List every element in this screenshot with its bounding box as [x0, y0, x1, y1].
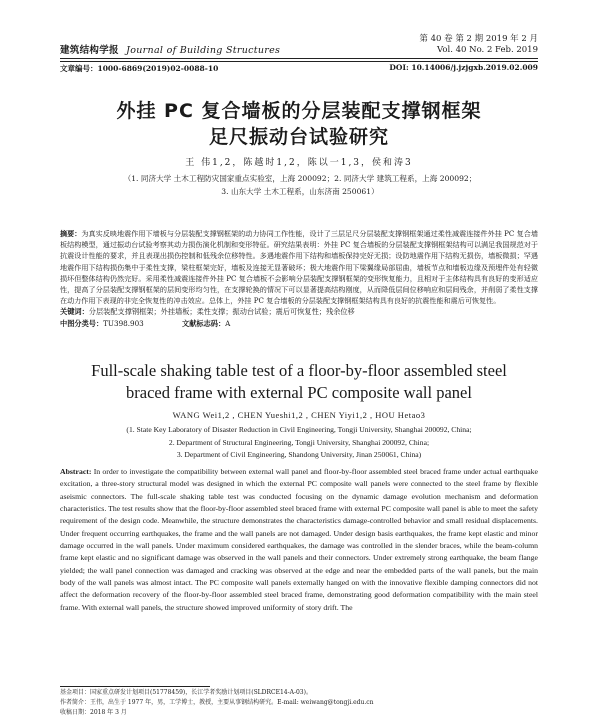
journal-name-cn: 建筑结构学报	[60, 45, 119, 56]
english-affiliation-line-3: 3. Department of Civil Engineering, Shandong University, Jinan 250061, China)	[176, 450, 422, 460]
english-title-line-2: braced frame with external PC composite wall panel	[126, 383, 472, 402]
issue-info-cn: 第 40 卷 第 2 期 2019 年 2 月	[419, 34, 538, 44]
chinese-title-line-2: 足尺振动台试验研究	[208, 126, 389, 148]
chinese-title-line-1: 外挂 PC 复合墙板的分层装配支撑钢框架	[116, 100, 482, 122]
english-abstract-text: In order to investigate the compatibility between external wall panel and floor-by-floor assembled steel braced frame under actual earthquake excitation, a three-story structural model was designed in which the external PC composite wall panels were connected to the steel frame by flexible aseismic connectors. The full-scale shaking table test was conducted focusing on the dynamic damage evolution mechanism and deformation characteristics. The test results show that the floor-by-floor assembled steel braced frame with external PC composite wall panel is able to meet the safety requirement of the design code. Meanwhile, the structure demonstrates the characteristics damage-controlled behavior and small residual displacements. Under frequent occurring earthquakes, the frame and the wall panels are not damaged. Under design basis earthquakes, the frame kept elastic and minor damage occurred in the wall panels. Under maximum considered earthquakes, the damage was controlled in the slender braces, while the beam-column frame kept elastic and no significant damage was observed in the wall panels and their connectors. Under extremely strong earthquake, the beam flange yielded; the wall panel connection was damaged and cracking was observed at the edge and near the embedded parts of the wall panels, but the main body of the wall panels was almost intact. The PC composite wall panels externally hanged on with the innovative flexible damping connectors did not affect the deformation recovery of the floor-by-floor assembled steel braced frame, demonstrating good deformation compatibility with the main steel frame. With external wall panels, the structure showed improved uniformity of story drift. The	[60, 467, 538, 612]
doi: DOI: 10.14006/j.jzjgxb.2019.02.009	[389, 63, 538, 72]
header-rule-thick	[60, 58, 538, 59]
english-affiliations	[60, 424, 538, 462]
chinese-abstract-label: 摘要：	[60, 229, 82, 238]
chinese-abstract	[60, 228, 538, 306]
clc-label: 中图分类号：	[60, 318, 104, 328]
running-header	[60, 34, 538, 73]
english-title-line-1: Full-scale shaking table test of a floor-by-floor assembled steel	[91, 361, 507, 380]
chinese-classification	[60, 318, 538, 329]
english-authors: WANG Wei1,2 , CHEN Yueshi1,2 , CHEN Yiyi1,2 , HOU Hetao3	[172, 410, 426, 420]
english-affiliation-line-1: (1. State Key Laboratory of Disaster Reduction in Civil Engineering, Tongji University, Shanghai 200092, China;	[126, 425, 472, 434]
chinese-affiliation-line-2: 3. 山东大学 土木工程系，山东济南 250061）	[221, 187, 379, 196]
clc-value: TU398.903	[103, 318, 144, 328]
chinese-abstract-text: 为真实反映地震作用下墙板与分层装配支撑钢框架的动力协同工作性能，设计了三层足尺分层装配支撑钢框架通过柔性减震连接件外挂 PC 复合墙板结构模型，通过振动台试验考察其动力损伤演化机制和变形特征。研究结果表明：外挂 PC 复合墙板的分层装配支撑钢框架结构可以满足我国规范对于抗震设计性能的要求，并且表现出损伤控制和低残余位移特性。多遇地震作用下结构和墙板保持完好无损；设防地震作用下结构无损伤，墙板微损；罕遇地震作用下结构损伤集中于柔性支撑，梁柱框架完好，墙板及连接无显著破坏；极大地震作用下梁翼缘局部屈曲，墙板节点和墙板边缘及预埋件处有轻微损坏但整体结构仍然完好。采用柔性减震连接件外挂 PC 复合墙板不会影响分层装配支撑钢框架的变形恢复能力，且相对于主体结构具有良好的变形适应性，提高了分层装配支撑钢框架的层间变形均匀性，在支撑轮换的情况下可以显著提高结构刚度，从而降低层间位移响应和层间残余，并削弱了柔性支撑在动力作用下表现的非完全恢复性的冲击效应。总体上，外挂 PC 复合墙板的分层装配支撑钢框架结构具有良好的抗震性能和震后可恢复性。	[60, 229, 538, 306]
footnote-funding: 基金项目：国家重点研发计划项目(51778459)，长江学者奖励计划项目(SLDRCE14-A-03)。	[60, 689, 312, 696]
article-meta	[60, 63, 538, 74]
header-rule-thin	[60, 61, 538, 62]
footnote-received-date: 收稿日期：2018 年 3 月	[60, 709, 127, 716]
english-affiliation-line-2: 2. Department of Structural Engineering, Tongji University, Shanghai 200092, China;	[168, 437, 430, 447]
english-abstract-label: Abstract:	[60, 467, 92, 476]
doc-code-value: A	[225, 318, 231, 328]
journal-name	[60, 42, 280, 56]
issue-info	[419, 34, 538, 56]
chinese-abstract-block	[60, 228, 538, 329]
footnote-author-bio: 作者简介：王伟，出生于 1977 年，男，工学博士，教授，主要从事钢结构研究。E-mail: weiwang@tongji.edu.cn	[60, 699, 374, 706]
issue-info-en: Vol. 40 No. 2 Feb. 2019	[437, 45, 538, 55]
footnote-rule	[60, 686, 210, 687]
footnote	[60, 688, 538, 718]
chinese-keywords-text: 分层装配支撑钢框架；外挂墙板；柔性支撑；振动台试验；震后可恢复性；残余位移	[88, 307, 355, 317]
doc-code-label: 文献标志码：	[182, 318, 226, 328]
english-abstract	[60, 466, 538, 614]
chinese-authors: 王 伟1,2，陈越时1,2，陈以一1,3，侯和涛3	[185, 158, 413, 168]
journal-name-en: Journal of Building Structures	[126, 45, 281, 56]
article-number: 文章编号：1000-6869(2019)02-0088-10	[60, 64, 219, 73]
chinese-keywords	[60, 306, 538, 317]
chinese-keywords-label: 关键词：	[60, 307, 89, 317]
chinese-title	[60, 98, 538, 150]
chinese-affiliations	[80, 172, 520, 198]
chinese-affiliation-line-1: （1. 同济大学 土木工程防灾国家重点实验室，上海 200092；2. 同济大学 建筑工程系，上海 200092；	[123, 174, 477, 183]
english-title	[60, 360, 538, 404]
